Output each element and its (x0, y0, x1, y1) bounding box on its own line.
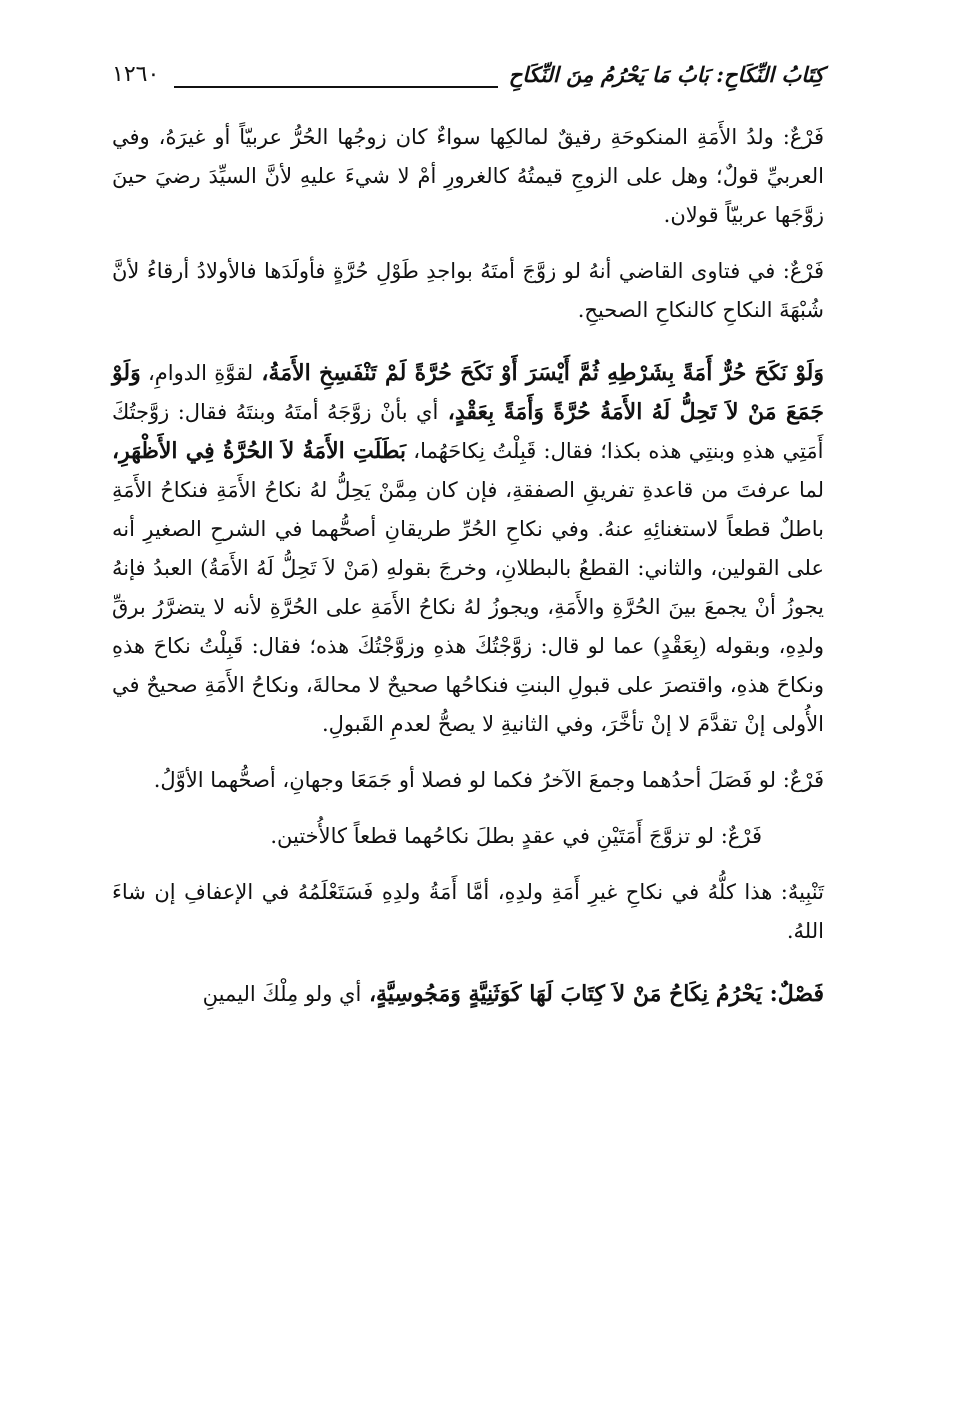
sharh-segment: لقوَّةِ الدوامِ، (140, 361, 254, 385)
page-header (112, 58, 824, 98)
matn-segment: بَطَلَتِ الأَمَةُ لاَ الحُرَّةُ فِي الأَظْهَرِ، (112, 438, 407, 464)
text-segment: فَرْعٌ: لو تزوَّجَ أَمَتَيْنِ في عقدٍ بطلَ نكاحُهما قطعاً كالأُختين. (270, 824, 762, 848)
sharh-segment: لما عرفتَ من قاعدةِ تفريقِ الصفقةِ، فإن كان مِمَّنْ يَحِلُّ لهُ نكاحُ الأَمَةِ فنكاحُ الأَمَةِ باطلٌ قطعاً لاستغنائِهِ عنهُ. وفي نكاحِ الحُرِّ طريقانِ أصحُّهما في الشرحِ الصغيرِ أنه على القولين، والثاني: القطعُ بالبطلانِ، وخرجَ بقولهِ (مَنْ لاَ تَحِلُّ لَهُ الأَمَةُ) العبدُ فإنهُ يجوزُ أنْ يجمعَ بينَ الحُرَّةِ والأَمَةِ، ويجوزُ لهُ نكاحُ الأَمَةِ على الحُرَّةِ لأنه لا يتضرَّرُ برقِّ ولدِهِ، وبقوله (بِعَقْدٍ) عما لو قال: زوَّجْتُكَ هذهِ وزوَّجْتُكَ هذه؛ فقال: قَبِلْتُ نكاحَ هذهِ ونكاحَ هذهِ، واقتصرَ على قبولِ البنتِ فنكاحُها صحيحٌ لا محالةَ، ونكاحُ الأَمَةِ صحيحٌ في الأُولى إنْ تقدَّمَ لا إنْ تأخَّرَ، وفي الثانيةِ لا يصحُّ لعدمِ القَبولِ. (112, 478, 824, 736)
page-number: ١٢٦٠ (112, 62, 160, 87)
matn-segment: وَلَوْ نَكَحَ حُرٌّ أَمَةً بِشَرْطِهِ ثُمَّ أَيْسَرَ أَوْ نَكَحَ حُرَّةً لَمْ تَنْفَسِخِ الأَمَةُ، (253, 360, 825, 386)
text-segment: فَرْعٌ: في فتاوى القاضي أنهُ لو زوَّجَ أمتَهُ بواجدِ طَوْلِ حُرَّةٍ فأولَدَها فالأولادُ أرقاءُ لأنَّ شُبْهَةَ النكاحِ كالنكاحِ الصحيحِ. (112, 259, 824, 322)
paragraph-far-4 (112, 817, 824, 856)
sharh-segment: أي ولو مِلْكَ اليمينِ (202, 982, 362, 1006)
paragraph-far-1 (112, 118, 824, 235)
text-segment: فَرْعٌ: لو فَصَلَ أحدُهما وجمعَ الآخرُ فكما لو فصلا أو جَمَعَا وجهانِ، أصحُّهما الأوَّلُ. (153, 768, 824, 792)
paragraph-main-text (112, 354, 824, 744)
text-segment: فَرْعٌ: ولدُ الأَمَةِ المنكوحَةِ رقيقٌ لمالكِها سواءٌ كان زوجُها الحُرُّ عربيّاً أو غيرَهُ، وفي العربيِّ قولٌ؛ وهل على الزوجِ قيمتُهُ كالغرورِ أمْ لا شيءَ عليهِ لأنَّ السيِّدَ رضيَ حينَ زوَّجَها عربيّاً قولان. (112, 125, 824, 227)
paragraph-fasl (112, 975, 824, 1014)
paragraph-far-3 (112, 761, 824, 800)
paragraph-tanbih (112, 873, 824, 951)
text-segment: تَنْبِيهٌ: هذا كلُّهُ في نكاحِ غيرِ أَمَةِ ولدِهِ، أمَّا أَمَةُ ولدِهِ فَسَتَعْلَمُهُ في الإعفافِ إن شاءَ اللهُ. (112, 880, 824, 943)
matn-segment: فَصْلٌ: يَحْرُمُ نِكَاحُ مَنْ لاَ كِتَابَ لَهَا كَوَثَنِيَّةٍ وَمَجُوسِيَّةٍ، (361, 981, 824, 1007)
sharh-segment: أي بأنْ زوَّجَهُ أمتَهُ وبنتَهُ فقال: زوَّجتُكَ أَمَتِي هذهِ وبنتِي هذه بكذا؛ فقال: قَبِلْتُ نِكاحَهُما، (112, 400, 824, 463)
matn-segment: وَلَوْ جَمَعَ مَنْ لاَ تَحِلُّ لَهُ الأَمَةُ حُرَّةً وَأَمَةً بِعَقْدٍ، (112, 360, 824, 425)
page-body (112, 118, 824, 1031)
paragraph-far-2 (112, 252, 824, 330)
running-title: كِتَابُ النِّكَاحِ: بَابُ مَا يَحْرُمُ مِنَ النِّكَاحِ (508, 62, 824, 87)
header-rule (174, 86, 498, 88)
